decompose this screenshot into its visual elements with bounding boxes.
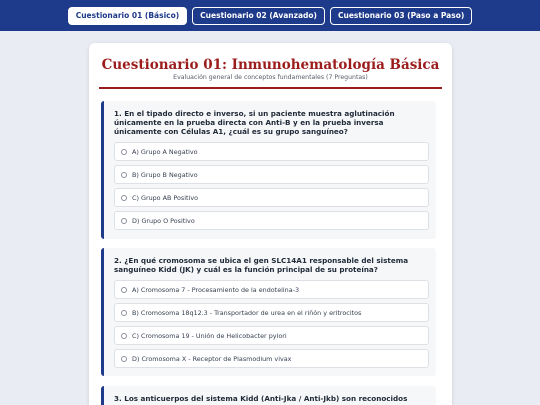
answer-option[interactable] [114, 349, 429, 368]
option-label: C) Cromosoma 19 - Unión de Helicobacter pylori [132, 331, 287, 340]
question-text: 3. Los anticuerpos del sistema Kidd (Anti-Jka / Anti-Jkb) son reconocidos [114, 394, 408, 403]
option-label: D) Grupo O Positivo [132, 216, 195, 225]
radio-button[interactable] [121, 149, 127, 155]
option-label: C) Grupo AB Positivo [132, 193, 199, 202]
radio-button[interactable] [121, 333, 127, 339]
option-label: A) Cromosoma 7 - Procesamiento de la endotelina-3 [132, 285, 300, 294]
answer-option[interactable] [114, 188, 429, 207]
tab-cuestionario-03[interactable]: Cuestionario 03 (Paso a Paso) [330, 7, 472, 25]
radio-button[interactable] [121, 310, 127, 316]
question-text: 2. ¿En qué cromosoma se ubica el gen SLC14A1 responsable del sistema sanguíneo Kidd (JK) y cuál es la función principal de su proteína? [114, 256, 409, 274]
answer-option[interactable] [114, 303, 429, 322]
tab-cuestionario-01[interactable]: Cuestionario 01 (Básico) [68, 7, 187, 25]
radio-button[interactable] [121, 218, 127, 224]
question-card [101, 101, 436, 239]
question-card [101, 248, 436, 376]
radio-button[interactable] [121, 287, 127, 293]
option-label: B) Cromosoma 18q12.3 - Transportador de urea en el riñón y eritrocitos [132, 308, 362, 317]
question-text: 1. En el tipado directo e inverso, si un paciente muestra aglutinación únicamente en la prueba directa con Anti-B y en la prueba inversa únicamente con Células A1, ¿cuál es su grupo sanguíneo? [114, 109, 395, 136]
quiz-card [89, 43, 452, 405]
answer-option[interactable] [114, 165, 429, 184]
answer-option[interactable] [114, 326, 429, 345]
question-card [101, 386, 436, 405]
top-navigation [0, 0, 540, 31]
option-label: A) Grupo A Negativo [132, 147, 198, 156]
tab-cuestionario-02[interactable]: Cuestionario 02 (Avanzado) [192, 7, 325, 25]
radio-button[interactable] [121, 172, 127, 178]
answer-option[interactable] [114, 142, 429, 161]
title-divider [99, 87, 442, 89]
answer-option[interactable] [114, 211, 429, 230]
option-label: B) Grupo B Negativo [132, 170, 198, 179]
quiz-title: Cuestionario 01: Inmunohematología Básica [101, 57, 440, 73]
answer-option[interactable] [114, 280, 429, 299]
option-label: D) Cromosoma X - Receptor de Plasmodium vivax [132, 354, 292, 363]
radio-button[interactable] [121, 195, 127, 201]
radio-button[interactable] [121, 356, 127, 362]
quiz-subtitle: Evaluación general de conceptos fundamentales (7 Preguntas) [173, 74, 368, 81]
